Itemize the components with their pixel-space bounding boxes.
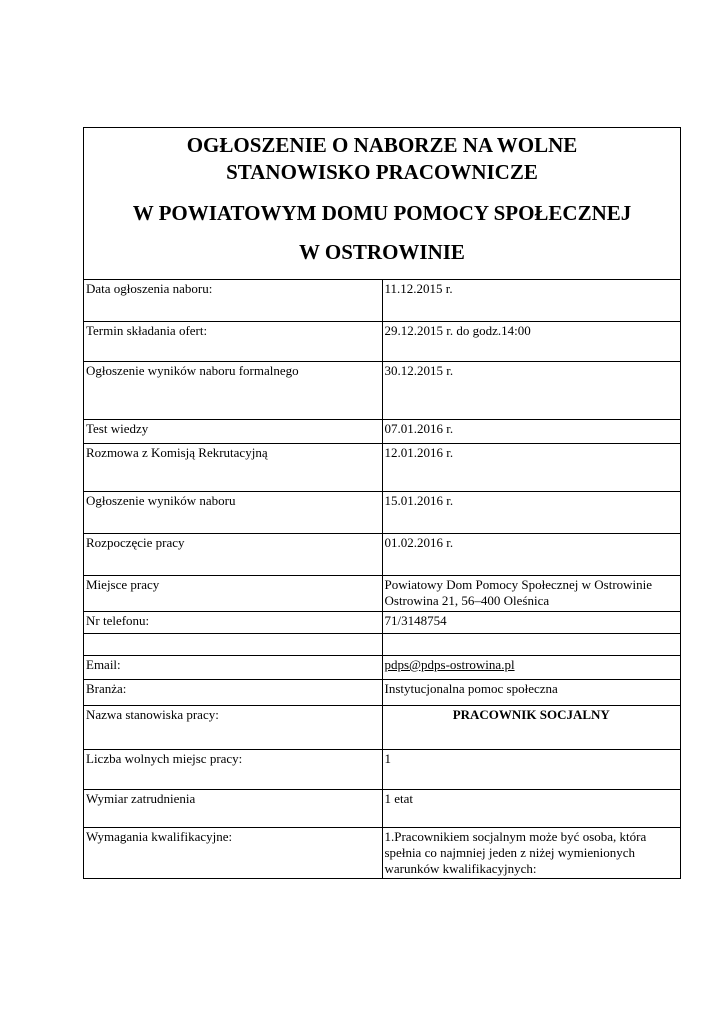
row-label: Termin składania ofert: xyxy=(84,322,383,362)
empty-cell xyxy=(382,634,681,656)
row-miejsce xyxy=(84,576,681,612)
address-line-1: Powiatowy Dom Pomocy Społecznej w Ostrowinie xyxy=(384,577,653,592)
header-row xyxy=(84,128,681,280)
row-label: Rozmowa z Komisją Rekrutacyjną xyxy=(84,444,383,492)
row-rozmowa xyxy=(84,444,681,492)
row-stanowisko xyxy=(84,706,681,750)
row-wymiar xyxy=(84,790,681,828)
row-label: Ogłoszenie wyników naboru xyxy=(84,492,383,534)
header-line-2: STANOWISKO PRACOWNICZE xyxy=(226,160,538,184)
header-line-3: W POWIATOWYM DOMU POMOCY SPOŁECZNEJ xyxy=(132,201,632,225)
row-email xyxy=(84,656,681,680)
row-value: 15.01.2016 r. xyxy=(382,492,681,534)
row-label: Wymagania kwalifikacyjne: xyxy=(84,828,383,879)
empty-cell xyxy=(84,634,383,656)
email-link[interactable]: pdps@pdps-ostrowina.pl xyxy=(384,657,515,672)
row-wymagania xyxy=(84,828,681,879)
row-value: 01.02.2016 r. xyxy=(382,534,681,576)
row-value: 30.12.2015 r. xyxy=(382,362,681,420)
job-title: PRACOWNIK SOCJALNY xyxy=(382,706,681,750)
row-label: Nr telefonu: xyxy=(84,612,383,634)
row-test xyxy=(84,420,681,444)
row-value: 1.Pracownikiem socjalnym może być osoba, która spełnia co najmniej jeden z niżej wymienionych warunków kwalifikacyjnych: xyxy=(382,828,681,879)
row-value: 07.01.2016 r. xyxy=(382,420,681,444)
row-label: Rozpoczęcie pracy xyxy=(84,534,383,576)
announcement-table xyxy=(83,127,681,879)
header-line-1: OGŁOSZENIE O NABORZE NA WOLNE xyxy=(186,133,578,157)
row-rozpoczecie xyxy=(84,534,681,576)
row-value: 71/3148754 xyxy=(382,612,681,634)
announcement-header xyxy=(84,128,681,280)
row-label: Test wiedzy xyxy=(84,420,383,444)
row-label: Email: xyxy=(84,656,383,680)
row-value: 29.12.2015 r. do godz.14:00 xyxy=(382,322,681,362)
row-value: 12.01.2016 r. xyxy=(382,444,681,492)
row-label: Data ogłoszenia naboru: xyxy=(84,280,383,322)
row-value: 1 etat xyxy=(382,790,681,828)
row-label: Wymiar zatrudnienia xyxy=(84,790,383,828)
address-line-2: Ostrowina 21, 56–400 Oleśnica xyxy=(384,593,550,608)
row-termin xyxy=(84,322,681,362)
announcement-sheet xyxy=(83,127,681,879)
row-value xyxy=(382,576,681,612)
row-value: 11.12.2015 r. xyxy=(382,280,681,322)
row-liczba xyxy=(84,750,681,790)
row-label: Miejsce pracy xyxy=(84,576,383,612)
row-branza xyxy=(84,680,681,706)
row-value: 1 xyxy=(382,750,681,790)
row-wyniki-formalne xyxy=(84,362,681,420)
row-empty xyxy=(84,634,681,656)
row-value xyxy=(382,656,681,680)
header-line-4: W OSTROWINIE xyxy=(299,240,465,264)
row-label: Nazwa stanowiska pracy: xyxy=(84,706,383,750)
row-label: Liczba wolnych miejsc pracy: xyxy=(84,750,383,790)
row-label: Ogłoszenie wyników naboru formalnego xyxy=(84,362,383,420)
row-label: Branża: xyxy=(84,680,383,706)
row-telefon xyxy=(84,612,681,634)
row-data-ogloszenia xyxy=(84,280,681,322)
row-value: Instytucjonalna pomoc społeczna xyxy=(382,680,681,706)
row-wyniki xyxy=(84,492,681,534)
